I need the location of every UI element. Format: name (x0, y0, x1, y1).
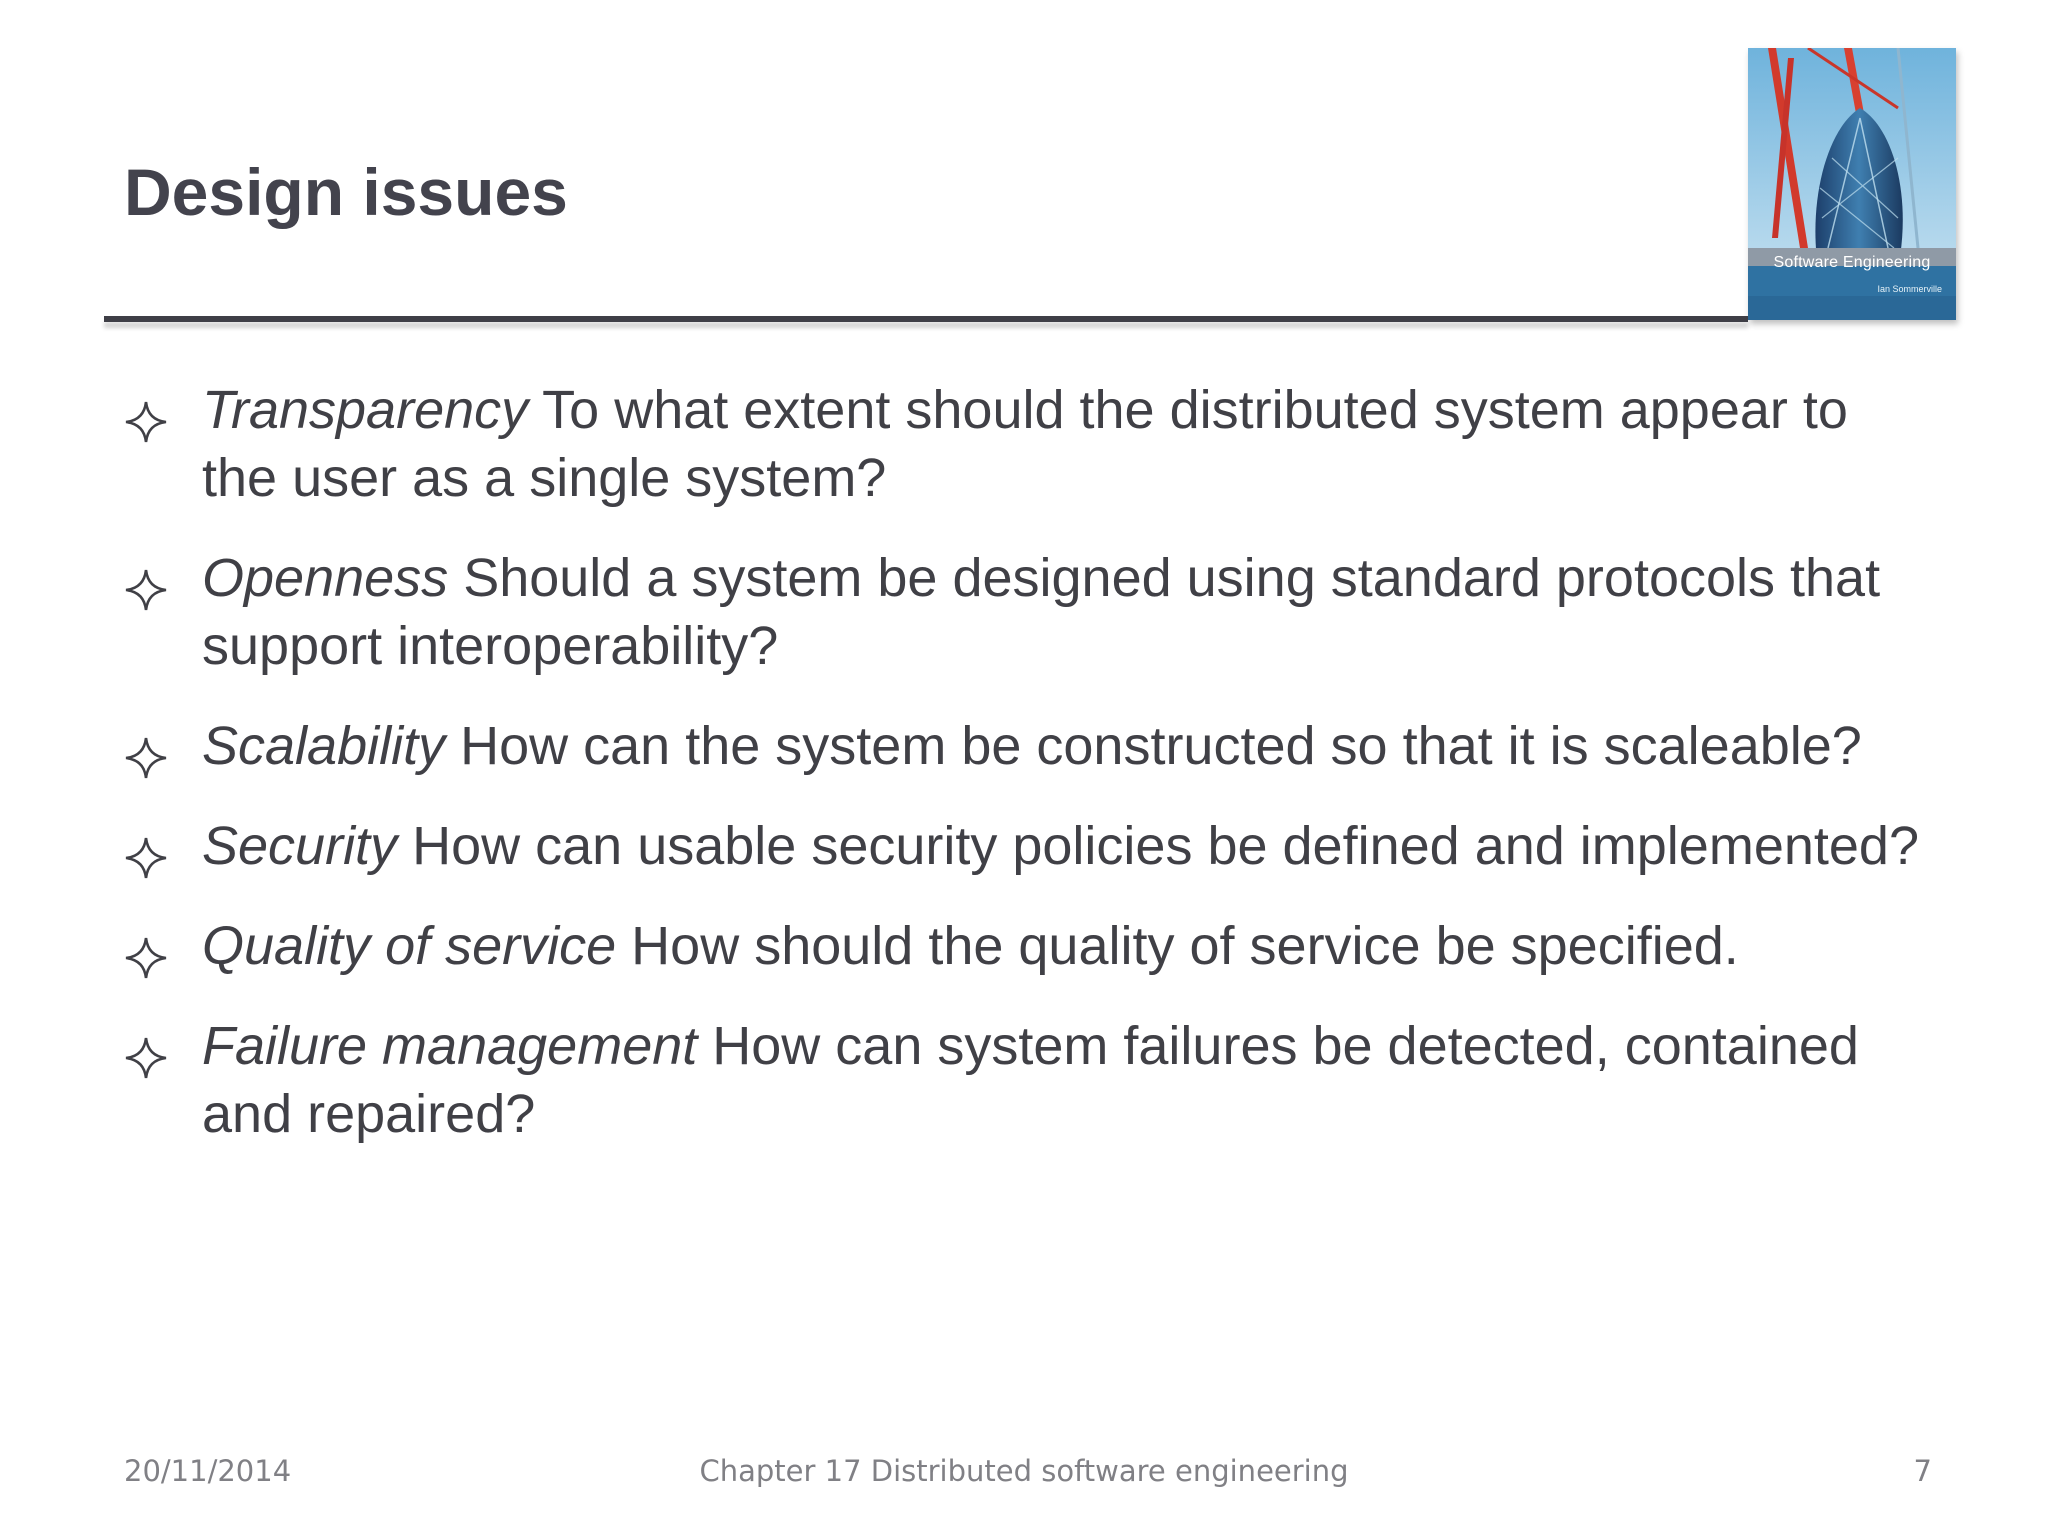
bullet-term: Security (202, 816, 398, 876)
bullet-text: How can the system be constructed so that it is scaleable? (460, 716, 1862, 776)
four-point-star-outline-icon (124, 1028, 168, 1072)
bullet-term: Failure management (202, 1016, 698, 1076)
bullet-list (124, 376, 1924, 1180)
bullet-item-quality-of-service (124, 912, 1924, 980)
slide-title: Design issues (124, 155, 568, 229)
bullet-text: How can usable security policies be defined and implemented? (412, 816, 1919, 876)
bullet-item-failure-management (124, 1012, 1924, 1148)
title-divider (104, 316, 1748, 322)
footer-chapter: Chapter 17 Distributed software engineering (699, 1454, 1349, 1488)
bullet-text: How can system failures be detected, contained and repaired? (202, 1016, 1859, 1144)
book-cover-author: Ian Sommerville (1877, 284, 1942, 294)
bullet-term: Scalability (202, 716, 446, 776)
bullet-text: To what extent should the distributed system appear to the user as a single system? (202, 380, 1848, 508)
four-point-star-outline-icon (124, 560, 168, 604)
footer-page-number: 7 (1913, 1454, 1932, 1488)
bullet-term: Transparency (202, 380, 529, 440)
four-point-star-outline-icon (124, 728, 168, 772)
bullet-item-transparency (124, 376, 1924, 512)
bullet-item-scalability (124, 712, 1924, 780)
four-point-star-outline-icon (124, 928, 168, 972)
book-cover-image (1748, 48, 1956, 320)
book-cover-title: Software Engineering (1773, 254, 1931, 271)
four-point-star-outline-icon (124, 828, 168, 872)
bullet-item-openness (124, 544, 1924, 680)
bullet-term: Openness (202, 548, 449, 608)
four-point-star-outline-icon (124, 392, 168, 436)
bullet-item-security (124, 812, 1924, 880)
bullet-text: Should a system be designed using standard protocols that support interoperability? (202, 548, 1881, 676)
bullet-term: Quality of service (202, 916, 617, 976)
footer-date: 20/11/2014 (124, 1454, 292, 1488)
bullet-text: How should the quality of service be specified. (631, 916, 1739, 976)
